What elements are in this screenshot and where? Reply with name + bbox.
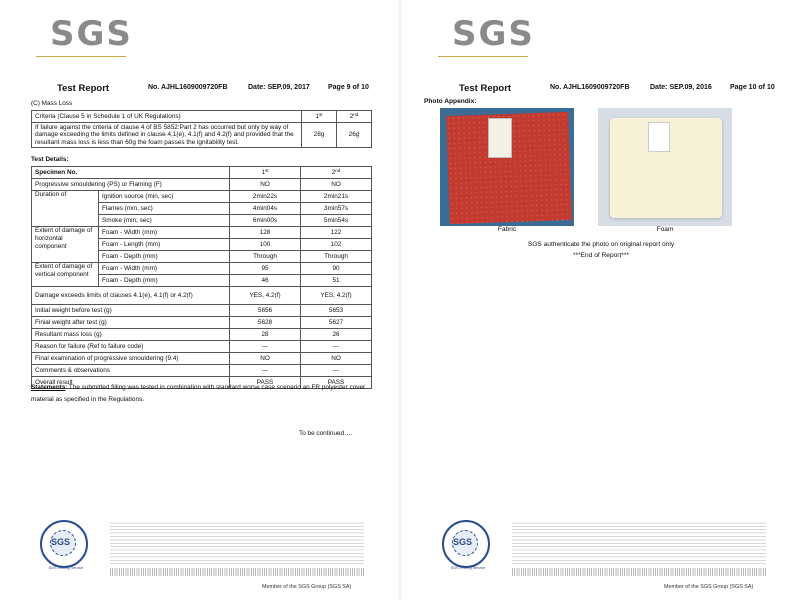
table-row: Extent of damage of vertical component Foam - Width (mm) 95 90 bbox=[32, 263, 372, 275]
criteria-value-1: 28g bbox=[302, 123, 337, 148]
statement bbox=[31, 382, 371, 406]
criteria-text: If failure against the criteria of clause 4 of BS 5852:Part 2 has occurred but only by way of damage exceeding the limits defined in clause 4.1(e), 4.1(f) and 4.2(f) and provided that the resultant mass loss is less than 60g the foam passes the ignitability test. bbox=[32, 123, 302, 148]
specimen-col2: 2nd bbox=[301, 167, 372, 179]
foam-caption: Foam bbox=[656, 226, 674, 233]
member-line: Member of the SGS Group (SGS SA) bbox=[262, 584, 352, 590]
page-header bbox=[0, 84, 398, 96]
fabric-photo bbox=[440, 108, 574, 226]
statement-label: Statements bbox=[31, 384, 66, 391]
section-title: (C) Mass Loss bbox=[31, 100, 73, 107]
fabric-caption: Fabric bbox=[497, 226, 517, 233]
table-row: Progressive smouldering (PS) or Flaming (F) NO NO bbox=[32, 179, 372, 191]
sgs-logo: SGS bbox=[452, 14, 535, 54]
photo-appendix-title: Photo Appendix: bbox=[424, 98, 477, 105]
member-line: Member of the SGS Group (SGS SA) bbox=[664, 584, 754, 590]
criteria-header-label: Criteria (Clause 5 in Schedule 1 of UK Regulations) bbox=[32, 111, 302, 123]
report-date: Date: SEP.09, 2016 bbox=[650, 84, 712, 91]
report-title: Test Report bbox=[57, 83, 110, 94]
report-number: No. AJHL1609009720FB bbox=[148, 84, 228, 91]
table-row: Flames (min, sec) 4min04s 3min57s bbox=[32, 203, 372, 215]
table-row: Smoke (min, sec) 6min00s 5min54s bbox=[32, 215, 372, 227]
seal-caption: SGS Testing Service bbox=[450, 566, 486, 570]
table-row: Finial weight after test (g) 5628 5627 bbox=[32, 317, 372, 329]
criteria-value-2: 26g bbox=[337, 123, 372, 148]
criteria-col2: 2nd bbox=[337, 111, 372, 123]
table-row: Damage exceeds limits of clauses 4.1(e), 4.1(f) or 4.2(f) YES, 4.2(f) YES, 4.2(f) bbox=[32, 287, 372, 305]
address-line bbox=[512, 568, 766, 576]
table-row: Initial weight before test (g) 5656 5653 bbox=[32, 305, 372, 317]
logo-underline bbox=[438, 56, 528, 57]
page-header bbox=[402, 84, 800, 96]
criteria-table bbox=[31, 110, 372, 148]
specimen-label: Specimen No. bbox=[32, 167, 230, 179]
report-page-9 bbox=[0, 0, 398, 600]
table-row: Resultant mass loss (g) 28 26 bbox=[32, 329, 372, 341]
table-row: Comments & observations --- --- bbox=[32, 365, 372, 377]
table-row: Reason for failure (Ref to failure code) --- --- bbox=[32, 341, 372, 353]
specimen-col1: 1st bbox=[230, 167, 301, 179]
page-number: Page 9 of 10 bbox=[328, 84, 369, 91]
report-number: No. AJHL1609009720FB bbox=[550, 84, 630, 91]
table-row: Foam - Depth (mm) Through Through bbox=[32, 251, 372, 263]
table-row: Foam - Depth (mm) 46 51 bbox=[32, 275, 372, 287]
continued-note: To be continued…. bbox=[299, 430, 353, 437]
table-row: Overall result PASS PASS bbox=[32, 377, 372, 389]
report-page-10 bbox=[402, 0, 800, 600]
report-title: Test Report bbox=[459, 83, 512, 94]
details-title: Test Details: bbox=[31, 156, 69, 163]
seal-caption: SGS Testing Service bbox=[48, 566, 84, 570]
report-date: Date: SEP.09, 2017 bbox=[248, 84, 310, 91]
sgs-seal: SGS bbox=[442, 520, 490, 568]
test-details-table bbox=[31, 166, 372, 389]
table-row: Final examination of progressive smouldering (9.4) NO NO bbox=[32, 353, 372, 365]
foam-photo bbox=[598, 108, 732, 226]
statement-text: : The submitted filling was tested in combination with standard worse case scenario an FR polyester cover material as specified in the Regulations. bbox=[31, 384, 366, 403]
page-number: Page 10 of 10 bbox=[730, 84, 775, 91]
address-line bbox=[110, 568, 364, 576]
legal-fineprint bbox=[110, 520, 364, 564]
end-of-report: ***End of Report*** bbox=[572, 252, 630, 259]
legal-fineprint bbox=[512, 520, 766, 564]
logo-underline bbox=[36, 56, 126, 57]
table-row: Duration of Ignition source (min, sec) 2min22s 2min21s bbox=[32, 191, 372, 203]
table-row: Extent of damage of horizontal component Foam - Width (mm) 128 122 bbox=[32, 227, 372, 239]
table-row: Foam - Length (mm) 100 102 bbox=[32, 239, 372, 251]
sgs-seal: SGS bbox=[40, 520, 88, 568]
authentication-note: SGS authenticate the photo on original report only bbox=[527, 241, 675, 248]
criteria-col1: 1st bbox=[302, 111, 337, 123]
sgs-logo: SGS bbox=[50, 14, 133, 54]
